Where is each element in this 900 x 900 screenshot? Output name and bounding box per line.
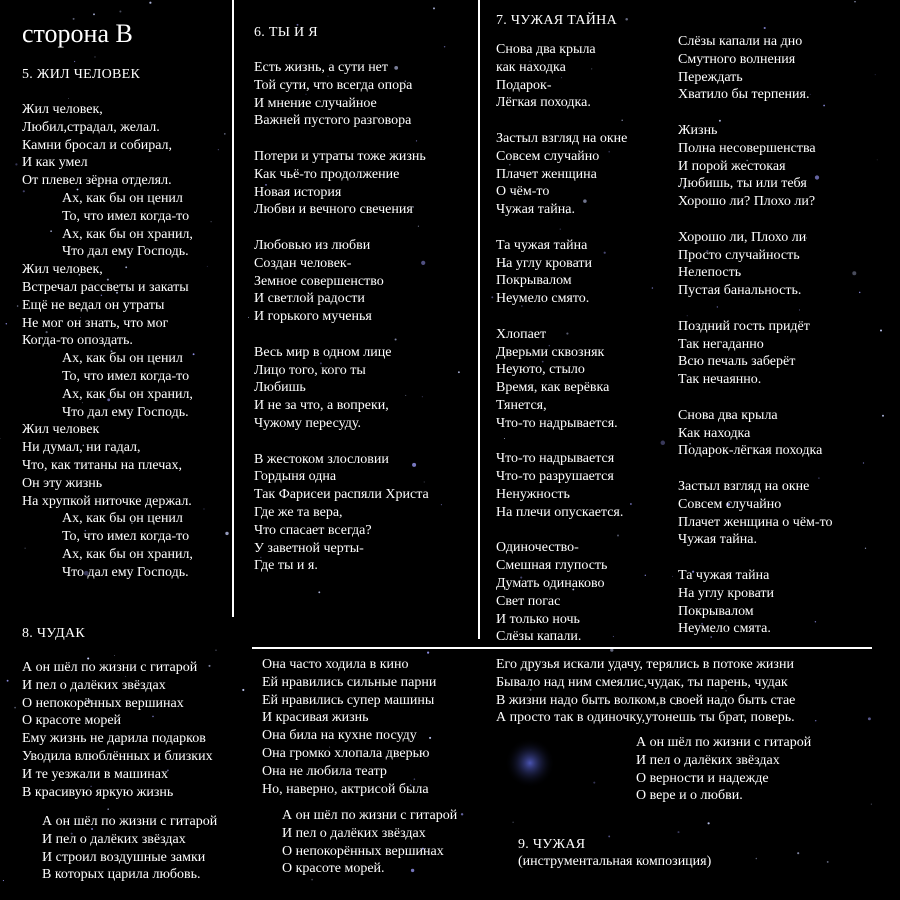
page-title: сторона В [22, 19, 133, 48]
lyric-line: На хрупкой ниточке держал. [22, 493, 192, 509]
lyric-line: Время, как верёвка [496, 380, 610, 396]
lyric-line: Ах, как бы он хранил, [62, 226, 193, 242]
stanza-gap [678, 104, 833, 122]
star [608, 835, 610, 837]
lyric-line: Любовью из любви [254, 237, 371, 253]
lyric-line: Жизнь [678, 122, 718, 138]
lyric-line: И пел о далёких звёздах [282, 825, 426, 841]
song-8-verse-c [496, 656, 795, 727]
lyric-line: Лицо того, кого ты [254, 362, 366, 378]
star [877, 159, 878, 160]
star [491, 296, 493, 298]
star [74, 61, 75, 62]
star [311, 879, 313, 881]
lyric-line: А он шёл по жизни с гитарой [22, 660, 198, 675]
song-8-chorus-a [42, 813, 217, 884]
lyric-line: Неумело смято. [496, 291, 590, 307]
star [512, 822, 513, 823]
lyric-line: Жил человек, [22, 102, 103, 117]
star [225, 532, 228, 535]
star [827, 861, 829, 863]
stanza-gap [254, 130, 429, 148]
lyric-line: Подарок- [496, 77, 552, 93]
star [3, 880, 4, 881]
star [461, 813, 463, 815]
stanza-gap [678, 300, 833, 318]
song-8-verse-b [262, 656, 436, 798]
lyric-line: Снова два крыла [496, 42, 596, 57]
lyric-line: Ах, как бы он ценил [62, 190, 183, 206]
stanza-gap [678, 389, 833, 407]
lyric-line: В которых царила любовь. [42, 867, 201, 883]
star [756, 858, 758, 860]
star [207, 266, 208, 267]
column-divider-left [232, 0, 234, 617]
song-8-chorus-c [636, 734, 811, 805]
lyric-line: Неумело смята. [678, 621, 771, 637]
lyric-line: Хватило бы терпения. [678, 87, 810, 103]
lyric-line: Подарок-лёгкая походка [678, 443, 823, 459]
stanza-gap [678, 549, 833, 567]
lyric-line: И строил воздушные замки [42, 849, 206, 865]
stanza-gap [254, 433, 429, 451]
lyric-line: Одиночество- [496, 540, 579, 556]
lyric-line: Его друзья искали удачу, терялись в потоке жизни [496, 657, 794, 672]
star [93, 13, 95, 15]
lyric-line: Слёзы капали. [496, 629, 582, 645]
lyric-line: Любви и вечного свечения [254, 202, 413, 218]
lyric-line: А он шёл по жизни с гитарой [282, 808, 458, 823]
lyric-line: И пел о далёких звёздах [22, 677, 166, 693]
lyric-line: И мнение случайное [254, 95, 377, 111]
lyric-line: Что спасает всегда? [254, 522, 372, 538]
lyric-line: Плачет женщина о чём-то [678, 514, 833, 530]
lyric-line: Камни бросал и собирал, [22, 137, 173, 153]
star [868, 717, 871, 720]
star [441, 504, 442, 505]
lyric-line: Весь мир в одном лице [254, 344, 392, 360]
lyric-line: Потери и утраты тоже жизнь [254, 148, 426, 164]
lyric-line: Нелепость [678, 265, 742, 281]
lyric-line: Ах, как бы он ценил [62, 351, 183, 367]
lyric-line: Она била на кухне посуду [262, 728, 417, 744]
lyric-line: На углу кровати [678, 585, 775, 601]
star [204, 509, 205, 510]
lyric-line: Тянется, [496, 397, 547, 413]
star [859, 292, 861, 294]
lyric-line: Хорошо ли? Плохо ли? [678, 194, 816, 210]
stanza-gap [496, 112, 627, 130]
lyric-line: Свет погас [496, 593, 561, 609]
lyric-line: Что-то разрушается [496, 469, 614, 485]
lyric-line: Смутного волнения [678, 51, 796, 67]
lyric-line: Встречал рассветы и закаты [22, 279, 189, 295]
lyric-line: Как находка [678, 425, 751, 441]
lyric-line: Уводила влюблённых и близких [22, 748, 213, 764]
star [880, 329, 882, 331]
star [708, 822, 710, 824]
lyric-line: На плечи опускается. [496, 504, 624, 520]
lyric-line: О красоте морей [22, 713, 122, 729]
lyric-line: И светлой радости [254, 291, 365, 307]
song-6-lyrics [254, 59, 429, 575]
lyric-line: То, что имел когда-то [62, 208, 190, 224]
star [672, 576, 673, 577]
song-6-title: 6. ТЫ И Я [254, 25, 318, 40]
lyric-line: Покрывалом [678, 603, 754, 619]
lyric-line: Ей нравились сильные парни [262, 674, 437, 690]
lyric-line: Любил,страдал, желал. [22, 119, 160, 135]
lyric-line: Есть жизнь, а сути нет [254, 60, 389, 75]
lyric-line: Любишь [254, 380, 306, 396]
lyric-line: В жизни надо быть волком,в своей надо быть стае [496, 692, 796, 708]
lyric-line: И как умел [22, 155, 88, 171]
lyric-line: Чужая тайна. [496, 202, 575, 218]
star [458, 371, 460, 373]
song-5-lyrics [22, 101, 193, 582]
lyric-line: И красивая жизнь [262, 710, 369, 726]
lyric-line: Что дал ему Господь. [62, 244, 189, 260]
lyric-line: Ему жизнь не дарила подарков [22, 731, 206, 747]
star [0, 438, 1, 439]
lyric-line: И не за что, а вопреки, [254, 398, 389, 414]
stanza-gap [496, 522, 627, 540]
lyric-line: Переждать [678, 69, 743, 85]
lyric-line: Ненужность [496, 486, 570, 502]
star [875, 74, 876, 75]
lyric-line: Смешная глупость [496, 558, 608, 574]
lyric-line: Ни думал, ни гадал, [22, 440, 141, 456]
song-9-title: 9. ЧУЖАЯ [518, 837, 586, 852]
lyric-line: Думать одинаково [496, 575, 605, 591]
lyric-line: Новая история [254, 184, 342, 200]
star [242, 689, 244, 691]
star [6, 323, 7, 324]
star [593, 782, 595, 784]
star [15, 163, 17, 165]
song-8-chorus-b [282, 807, 457, 878]
lyric-line: Любишь, ты или тебя [678, 176, 807, 192]
song-8-verse-a [22, 659, 213, 801]
lyric-line: У заветной черты- [254, 540, 364, 556]
lyric-line: Как чьё-то продолжение [254, 166, 400, 182]
star [318, 591, 320, 593]
star [652, 287, 654, 289]
stanza-gap [496, 433, 627, 451]
star [94, 56, 95, 57]
lyric-line: Покрывалом [496, 273, 572, 289]
lyric-line: А он шёл по жизни с гитарой [42, 814, 218, 829]
lyric-line: Она громко хлопала дверью [262, 745, 430, 761]
lyric-line: Хорошо ли, Плохо ли [678, 229, 807, 245]
lyric-line: Поздний гость придёт [678, 318, 810, 334]
lyric-line: Она часто ходила в кино [262, 657, 409, 672]
lyric-line: О непокорённых вершинах [22, 695, 184, 711]
star [17, 305, 19, 307]
star [215, 650, 216, 651]
lyric-line: Что-то надрывается [496, 451, 615, 467]
lyric-line: Плачет женщина [496, 166, 597, 182]
lyric-line: Но, наверно, актрисой была [262, 781, 429, 797]
lyric-line: В красивую яркую жизнь [22, 784, 174, 800]
stanza-gap [678, 460, 833, 478]
stanza-gap [254, 219, 429, 237]
star [854, 1, 855, 2]
star [224, 133, 226, 135]
lyric-line: Неуюто, стыло [496, 362, 585, 378]
song-7-lyrics-col1 [496, 41, 627, 646]
star [14, 707, 16, 709]
lyric-line: О непокорённых вершинах [282, 843, 444, 859]
star [764, 27, 766, 29]
lyric-line: О чём-то [496, 184, 550, 200]
star [815, 720, 816, 721]
lyric-line: как находка [496, 59, 566, 75]
stanza-gap [254, 326, 429, 344]
star [797, 852, 799, 854]
stanza-gap [496, 308, 627, 326]
lyric-line: Лёгкая походка. [496, 95, 591, 111]
lyric-line: Так нечаянно. [678, 372, 762, 388]
star [871, 804, 872, 805]
lyric-line: От плевел зёрна отделял. [22, 173, 172, 189]
star [427, 652, 429, 654]
star [149, 2, 151, 4]
lyric-line: Ей нравились супер машины [262, 692, 435, 708]
song-8-title: 8. ЧУДАК [22, 626, 85, 641]
lyric-line: И пел о далёких звёздах [636, 752, 780, 768]
song-9-subtitle: (инструментальная композиция) [518, 854, 712, 869]
section-divider [252, 647, 872, 649]
lyric-line: Ах, как бы он хранил, [62, 546, 193, 562]
lyric-line: О верности и надежде [636, 770, 769, 786]
star [630, 503, 632, 505]
lyric-line: Бывало над ним смеялис,чудак, ты парень, чудак [496, 674, 788, 690]
star [625, 18, 628, 21]
lyric-line: То, что имел когда-то [62, 529, 190, 545]
lyric-line: Застыл взгляд на окне [678, 478, 810, 494]
star [882, 415, 884, 417]
lyric-line: То, что имел когда-то [62, 368, 190, 384]
lyric-line: Гордыня одна [254, 469, 337, 485]
lyric-line: Где ты и я. [254, 558, 318, 574]
star [852, 271, 856, 275]
lyric-line: Что дал ему Господь. [62, 404, 189, 420]
lyric-line: И те уезжали в машинах [22, 766, 168, 782]
star [114, 655, 115, 656]
star [678, 831, 680, 833]
lyric-line: Совсем случайно [496, 148, 600, 164]
lyric-line: Пустая банальность. [678, 283, 802, 299]
lyric-line: Та чужая тайна [678, 567, 770, 583]
star [119, 10, 121, 12]
lyric-line: Что, как титаны на плечах, [22, 457, 182, 473]
lyric-line: О вере и о любви. [636, 788, 743, 804]
lyric-line: Она не любила театр [262, 763, 387, 779]
star [7, 680, 9, 682]
star [193, 353, 195, 355]
lyric-line: И пел о далёких звёздах [42, 831, 186, 847]
lyric-line: Земное совершенство [254, 273, 384, 289]
lyric-line: Всю печаль заберёт [678, 354, 796, 370]
lyric-line: О красоте морей. [282, 861, 385, 877]
lyric-line: Просто случайность [678, 247, 800, 263]
lyric-line: Не мог он знать, что мог [22, 315, 169, 331]
star [211, 221, 212, 222]
lyric-line: На углу кровати [496, 255, 593, 271]
song-7-title: 7. ЧУЖАЯ ТАЙНА [496, 13, 617, 28]
lyric-line: Ещё не ведал он утраты [22, 297, 165, 313]
lyric-line: Что-то надрывается. [496, 415, 618, 431]
star [107, 808, 109, 810]
lyric-line: Так Фарисеи распяли Христа [254, 487, 429, 503]
lyric-line: В жестоком злословии [254, 451, 389, 467]
lyric-line: Так негаданно [678, 336, 764, 352]
lyric-line: И порой жестокая [678, 158, 786, 174]
lyric-line: Совсем случайно [678, 496, 782, 512]
lyric-line: Хлопает [496, 326, 547, 342]
lyric-line: Важней пустого разговора [254, 113, 412, 129]
lyric-line: Та чужая тайна [496, 237, 588, 253]
column-divider-right [478, 0, 480, 639]
lyric-line: Чужому пересуду. [254, 415, 361, 431]
lyric-line: И только ночь [496, 611, 580, 627]
lyric-line: Слёзы капали на дно [678, 34, 803, 49]
star [661, 441, 666, 446]
stanza-gap [678, 211, 833, 229]
lyric-line: Дверьми сквозняк [496, 344, 605, 360]
lyric-line: Той сути, что всегда опора [254, 77, 413, 93]
star [645, 575, 646, 576]
lyric-line: Он эту жизнь [22, 475, 103, 491]
crescent-moon-icon [505, 738, 555, 788]
lyric-line: А он шёл по жизни с гитарой [636, 735, 812, 750]
star [863, 462, 864, 463]
lyric-line: А просто так в одиночку,утонешь ты брат, поверь. [496, 710, 795, 726]
star [248, 317, 249, 318]
lyric-line: Жил человек, [22, 262, 103, 278]
lyric-line: Что дал ему Господь. [62, 564, 189, 580]
star [433, 7, 435, 9]
lyric-line: Когда-то опоздать. [22, 333, 133, 349]
lyric-line: Где же та вера, [254, 504, 343, 520]
star [444, 46, 445, 47]
lyric-line: Ах, как бы он ценил [62, 511, 183, 527]
lyric-line: Застыл взгляд на окне [496, 130, 628, 146]
star [218, 149, 219, 150]
stanza-gap [496, 219, 627, 237]
lyric-line: Снова два крыла [678, 407, 778, 423]
lyric-line: Ах, как бы он хранил, [62, 386, 193, 402]
star [865, 548, 866, 549]
lyric-line: Полна несовершенства [678, 140, 816, 156]
lyric-line: И горького мученья [254, 309, 372, 325]
lyric-line: Жил человек [22, 422, 100, 438]
lyric-line: Чужая тайна. [678, 532, 757, 548]
song-7-lyrics-col2 [678, 33, 833, 638]
lyric-line: Создан человек- [254, 255, 352, 271]
star [68, 98, 69, 99]
song-5-title: 5. ЖИЛ ЧЕЛОВЕК [22, 67, 141, 82]
